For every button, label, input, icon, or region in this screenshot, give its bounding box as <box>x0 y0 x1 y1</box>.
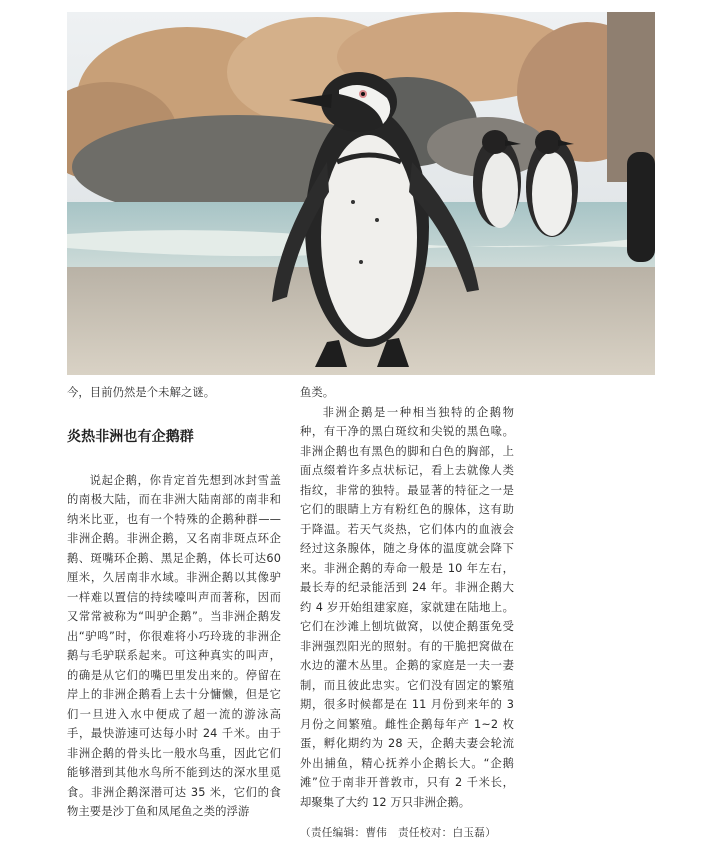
right-continuation-text: 鱼类。 <box>300 386 335 399</box>
right-paragraph: 非洲企鹅是一种相当独特的企鹅物种，有干净的黑白斑纹和尖锐的黑色喙。非洲企鹅也有黑色的脚和白色的胸部，上面点缀着许多点状标记，看上去就像人类指纹，非常的独特。最显著的特征之一是它们的眼睛上方有粉红色的腺体，这有助于降温。若天气炎热，它们体内的血液会经过这条腺体，随之身体的温度就会降下来。非洲企鹅的寿命一般是 10 年左右，最长寿的纪录能活到 24 年。非洲企鹅大约 4 岁开始组建家庭，家就建在陆地上。它们在沙滩上刨坑做窝，以使企鹅蛋免受非洲强烈阳光的照射。有的干脆把窝做在水边的灌木丛里。企鹅的家庭是一夫一妻制，而且彼此忠实。它们没有固定的繁殖期，很多时候都是在 11 月份到来年的 3 月份之间繁殖。雌性企鹅每年产 1~2 枚蛋，孵化期约为 28 天，企鹅夫妻会轮流外出捕鱼，精心抚养小企鹅长大。“企鹅滩”位于南非开普敦市，只有 2 千米长，却聚集了大约 12 万只非洲企鹅。 <box>300 405 514 809</box>
left-continuation-text: 今，目前仍然是个未解之谜。 <box>67 386 216 399</box>
penguin-photo <box>67 12 655 375</box>
editor-credits: （责任编辑：曹伟 责任校对：白玉磊） <box>300 827 497 839</box>
right-text-column <box>300 383 514 812</box>
left-text-column <box>67 383 281 822</box>
section-heading: 炎热非洲也有企鹅群 <box>67 428 194 445</box>
left-paragraph: 说起企鹅，你肯定首先想到冰封雪盖的南极大陆，而在非洲大陆南部的南非和纳米比亚，也有一个特殊的企鹅种群——非洲企鹅。非洲企鹅，又名南非斑点环企鹅、斑嘴环企鹅、黑足企鹅，体长可达60 厘米，久居南非水域。非洲企鹅以其像驴一样难以置信的持续嚎叫声而著称，因而又常常被称为“叫驴企鹅”。当非洲企鹅发出“驴鸣”时，你很难将小巧玲珑的非洲企鹅与毛驴联系起来。可这种真实的叫声，的确是从它们的嘴巴里发出来的。停留在岸上的非洲企鹅看上去十分慵懒，但是它们一旦进入水中便成了超一流的游泳高手，最快游速可达每小时 24 千米。由于非洲企鹅的骨头比一般水鸟重，因此它们能够潜到其他水鸟所不能到达的深水里觅食。非洲企鹅深潜可达 35 米，它们的食物主要是沙丁鱼和凤尾鱼之类的浮游 <box>67 473 281 818</box>
